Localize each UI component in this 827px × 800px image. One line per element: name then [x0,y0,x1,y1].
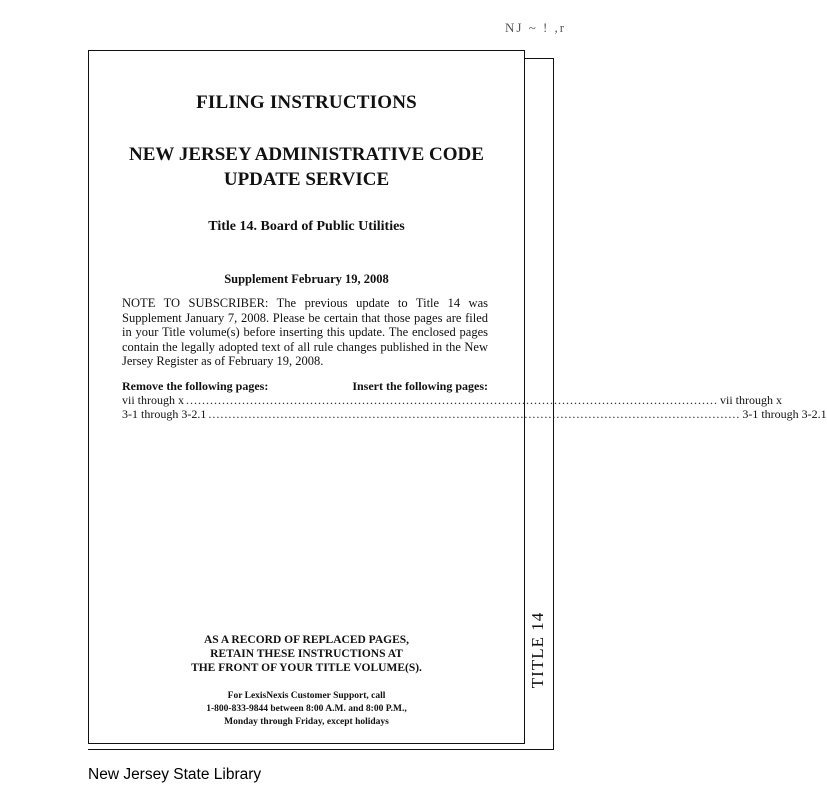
pages-table [122,379,827,421]
remove-pages: vii through x [122,393,184,407]
title-section: Title 14. Board of Public Utilities [208,219,405,234]
dot-leader: ..................................................................................................................................... [186,393,718,407]
page-title: FILING INSTRUCTIONS [196,92,417,113]
supplement-date: Supplement February 19, 2008 [224,272,389,286]
support-line: Monday through Friday, except holidays [224,717,389,727]
remove-header: Remove the following pages: [122,379,269,393]
title-tab-label: TITLE 14 [528,611,547,689]
dot-leader: ..................................................................................................................................... [208,407,741,421]
support-line: For LexisNexis Customer Support, call [227,691,386,701]
customer-support [88,690,525,729]
remove-pages: 3-1 through 3-2.1 [122,407,207,421]
insert-pages: 3-1 through 3-2.1 [742,407,827,421]
insert-pages: vii through x [720,393,782,407]
record-instructions [88,633,525,675]
code-title-line1: NEW JERSEY ADMINISTRATIVE CODE [129,144,484,165]
pages-table-header [122,379,488,393]
table-row [122,407,827,421]
insert-header: Insert the following pages: [352,379,488,393]
code-title [88,142,525,192]
table-row [122,393,782,407]
bottom-rule [88,749,554,750]
library-stamp: New Jersey State Library [88,766,262,783]
code-title-line2: UPDATE SERVICE [223,169,390,190]
record-line: THE FRONT OF YOUR TITLE VOLUME(S). [191,662,422,674]
record-line: RETAIN THESE INSTRUCTIONS AT [210,648,403,660]
support-line: 1-800-833-9844 between 8:00 A.M. and 8:00 P.M., [206,704,407,714]
record-line: AS A RECORD OF REPLACED PAGES, [203,634,410,646]
scan-mark: NJ ~ ! ,r [505,20,567,35]
subscriber-note: NOTE TO SUBSCRIBER: The previous update to Title 14 was Supplement January 7, 2008. Please be certain that those pages are filed in your Title volume(s) before inserting this update. The enclosed pages contain the legally adopted text of all rule changes published in the New Jersey Register as of February 19, 2008. [122,296,488,368]
